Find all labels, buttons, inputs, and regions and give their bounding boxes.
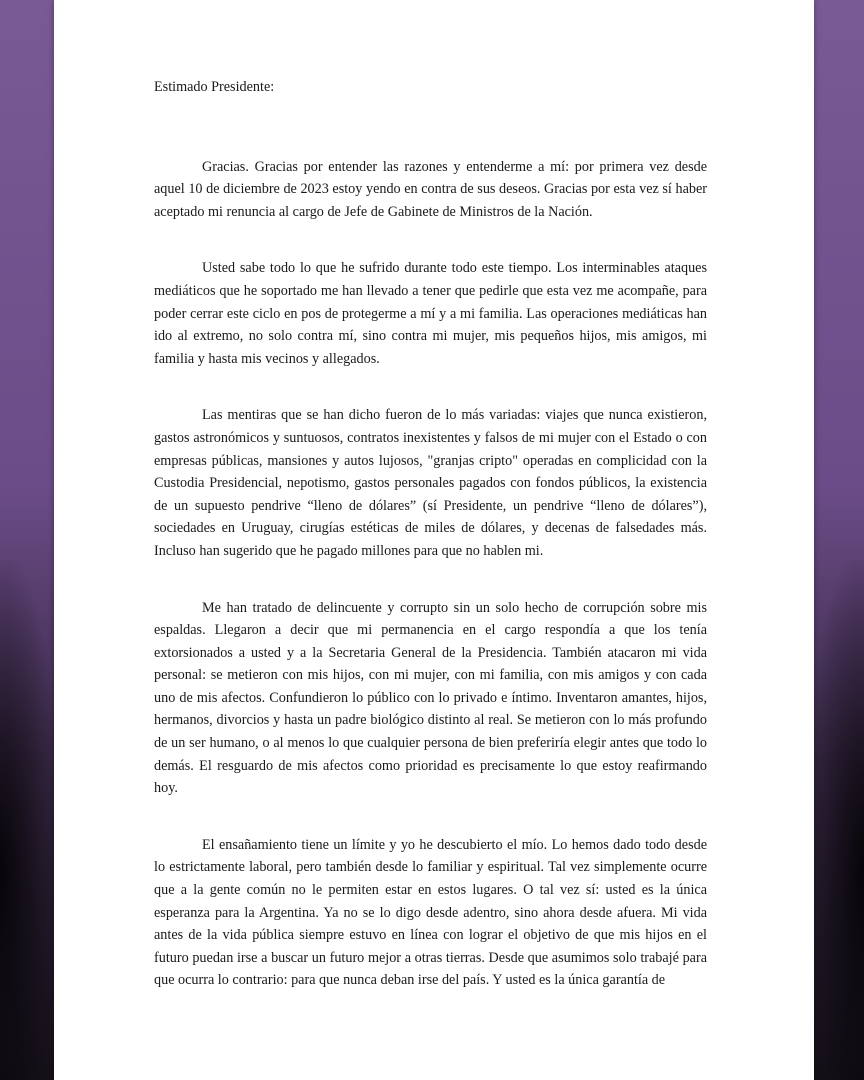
background-shadow-left	[0, 560, 60, 1080]
letter-paragraph-4: Me han tratado de delincuente y corrupto sin un solo hecho de corrupción sobre mis espaldas. Llegaron a decir que mi permanencia en el cargo respondía a que los tenía extorsionados a usted y a la Secretaria General de la Presidencia. También atacaron mi vida personal: se metieron con mis hijos, con mi mujer, con mi familia, con mis amigos y con cada uno de mis afectos. Confundieron lo público con lo privado e íntimo. Inventaron amantes, hijos, hermanos, divorcios y hasta un padre biológico distinto al real. Se metieron con lo más profundo de un ser humano, o al menos lo que cualquier persona de bien preferiría elegir antes que todo lo demás. El resguardo de mis afectos como prioridad es precisamente lo que estoy reafirmando hoy.	[154, 599, 707, 797]
letter-page	[54, 0, 814, 1080]
letter-body	[154, 76, 707, 1015]
letter-paragraph-2: Usted sabe todo lo que he sufrido durante todo este tiempo. Los interminables ataques mediáticos que he soportado me han llevado a tener que pedirle que esta vez me acompañe, para poder cerrar este ciclo en pos de protegerme a mí y a mi familia. Las operaciones mediáticas han ido al extremo, no solo contra mí, sino contra mi mujer, mis pequeños hijos, mis amigos, mi familia y hasta mis vecinos y allegados.	[154, 260, 707, 367]
letter-salutation: Estimado Presidente:	[154, 79, 275, 95]
letter-paragraph-1: Gracias. Gracias por entender las razones y entenderme a mí: por primera vez desde aquel 10 de diciembre de 2023 estoy yendo en contra de sus deseos. Gracias por esta vez sí haber aceptado mi renuncia al cargo de Jefe de Gabinete de Ministros de la Nación.	[154, 158, 707, 220]
letter-paragraph-5: El ensañamiento tiene un límite y yo he descubierto el mío. Lo hemos dado todo desde lo estrictamente laboral, pero también desde lo familiar y espiritual. Tal vez simplemente ocurre que a la gente común no le permiten estar en estos lugares. O tal vez sí: usted es la única esperanza para la Argentina. Ya no se lo digo desde adentro, sino ahora desde afuera. Mi vida antes de la vida pública siempre estuvo en línea con lograr el objetivo de que mis hijos en el futuro puedan irse a buscar un futuro mejor a otras tierras. Desde que asumimos solo trabajé para que ocurra lo contrario: para que nunca deban irse del país. Y usted es la única garantía de	[154, 836, 707, 989]
letter-paragraph-3: Las mentiras que se han dicho fueron de lo más variadas: viajes que nunca existieron, gastos astronómicos y suntuosos, contratos inexistentes y falsos de mi mujer con el Estado o con empresas públicas, mansiones y autos lujosos, "granjas cripto" operadas en complicidad con la Custodia Presidencial, nepotismo, gastos personales pagados con fondos públicos, la existencia de un supuesto pendrive “lleno de dólares” (sí Presidente, un pendrive “lleno de dólares”), sociedades en Uruguay, cirugías estéticas de miles de dólares, y decenas de falsedades más. Incluso han sugerido que he pagado millones para que no hablen mi.	[154, 407, 707, 559]
